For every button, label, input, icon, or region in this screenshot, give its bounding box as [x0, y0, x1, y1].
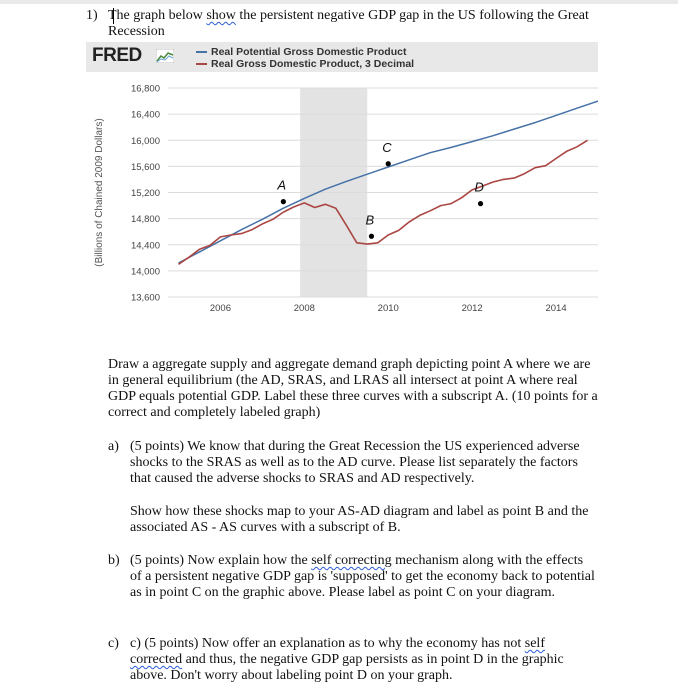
item-a-text: (5 points) We know that during the Great Recession the US experienced adverse shocks to the SRAS as well as to the AD curve. Please list separately the factors that caused the adverse shocks to SRAS and AD respectively. — [130, 439, 580, 486]
item-c-label: c) — [108, 636, 119, 651]
legend-item-potential-gdp — [196, 46, 414, 58]
item-b-text-wavy: self correcting — [311, 553, 392, 568]
y-tick-label: 14,800 — [130, 214, 160, 226]
x-tick-label: 2006 — [209, 303, 232, 314]
y-axis-label: (Billions of Chained 2009 Dollars) — [94, 118, 105, 267]
question-number: 1) — [86, 8, 98, 23]
question-text-part2: the persistent negative GDP gap in the US following the Great Recession — [108, 8, 589, 39]
x-tick-label: 2014 — [545, 303, 567, 314]
item-c-text-part1: c) (5 points) Now offer an explanation as to why the economy has not — [130, 636, 525, 651]
item-a-followup: Show how these shocks map to your AS-AD diagram and label as point B and the associated AS - AS curves with a subscript of B. — [130, 504, 589, 535]
x-tick-label: 2012 — [461, 303, 483, 314]
annotation-label-c: C — [382, 139, 392, 155]
legend-swatch-real — [196, 63, 207, 65]
question-text-misspelled: show — [206, 8, 236, 23]
y-tick-label: 16,800 — [130, 83, 160, 95]
legend-swatch-potential — [196, 51, 207, 53]
annotation-label-a: A — [277, 177, 287, 193]
y-tick-label: 15,200 — [130, 188, 160, 199]
y-tick-label: 16,400 — [130, 109, 160, 121]
annotation-point-c — [386, 161, 391, 166]
page-top-border — [0, 0, 678, 4]
x-tick-label: 2010 — [377, 303, 399, 314]
fred-chart — [86, 42, 598, 318]
annotation-point-b — [369, 234, 374, 239]
item-c-text — [130, 636, 598, 684]
annotation-label-d: D — [474, 179, 484, 195]
annotation-label-b: B — [365, 212, 375, 228]
item-b-label: b) — [108, 553, 120, 568]
legend-item-real-gdp — [196, 58, 414, 70]
instructions-main: Draw a aggregate supply and aggregate demand graph depicting point A where we are in general equilibrium (the AD, SRAS, and LRAS all intersect at point A where real GDP equals potential GDP. Label these three curves with a subscript A. (10 points for a correct and completely labeled graph) — [108, 357, 598, 420]
y-tick-label: 15,600 — [130, 161, 160, 173]
chart-legend — [196, 46, 414, 70]
annotation-point-d — [478, 201, 483, 206]
fred-chart-header — [86, 42, 598, 72]
legend-label-real: Real Gross Domestic Product, 3 Decimal — [211, 58, 415, 70]
y-tick-label: 14,000 — [130, 266, 160, 278]
y-tick-label: 13,600 — [130, 292, 160, 304]
y-tick-label: 16,000 — [130, 135, 160, 147]
question-text-part1: The graph below — [108, 8, 207, 23]
gdp-line-chart — [86, 72, 598, 318]
fred-logo: FRED — [92, 45, 142, 66]
item-a-label: a) — [108, 439, 119, 454]
item-c-text-part2: and thus, the negative GDP gap persists as in point D in the graphic above. Don't worry about labeling point D on your graph. — [130, 652, 564, 683]
question-text[interactable] — [108, 8, 628, 40]
item-c-text-wavy: self corrected — [130, 636, 545, 667]
item-b-text-part2: mechanism along with the effects of a persistent negative GDP gap is 'supposed' to get the economy back to potential as in point C on the graphic above. Please label as point C on your diagram. — [130, 553, 595, 600]
annotation-point-a — [281, 199, 286, 204]
y-tick-label: 14,400 — [130, 240, 160, 252]
item-b-text — [130, 553, 598, 601]
x-tick-label: 2008 — [293, 303, 315, 314]
item-b-text-part1: (5 points) Now explain how the — [130, 553, 312, 568]
legend-label-potential: Real Potential Gross Domestic Product — [211, 46, 407, 58]
fred-logo-chart-icon — [156, 49, 174, 63]
